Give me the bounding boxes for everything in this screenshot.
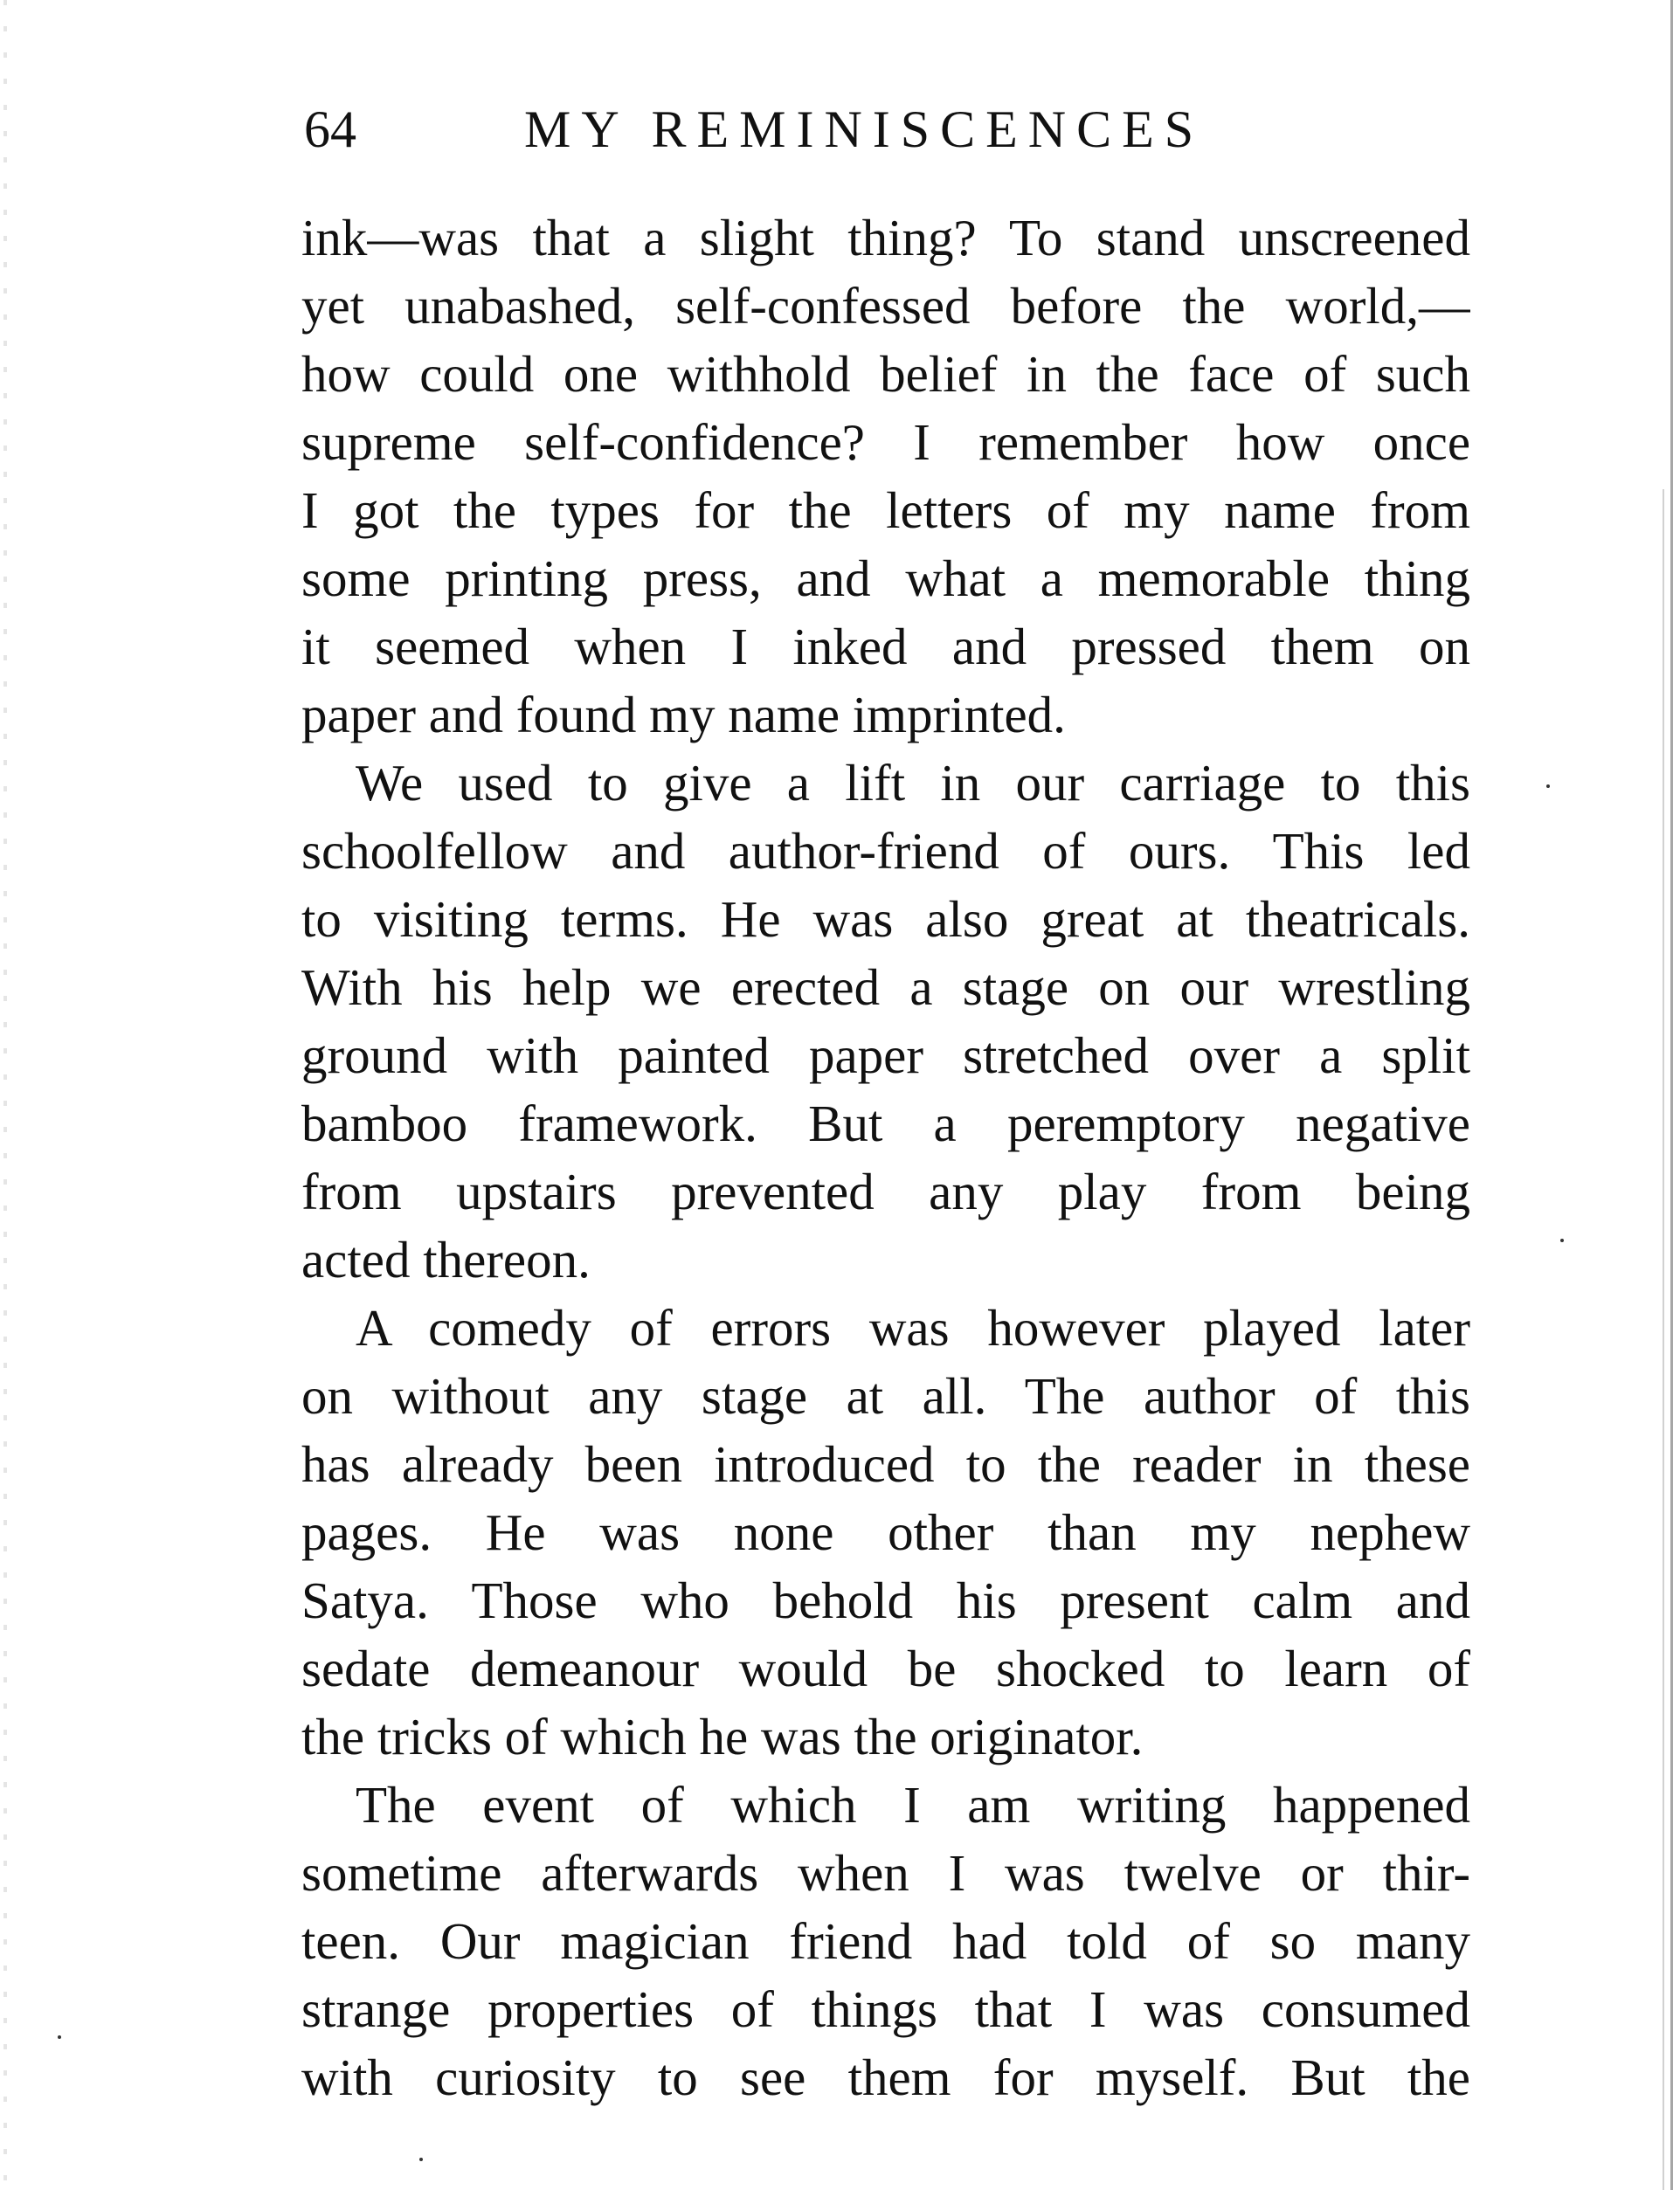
paragraph [301, 1294, 1470, 1771]
text-line: schoolfellow and author-friend of ours. This led [301, 822, 1470, 880]
text-line: bamboo framework. But a peremptory negative [301, 1095, 1470, 1152]
text-line: it seemed when I inked and pressed them on [301, 618, 1470, 675]
text-line: sedate demeanour would be shocked to learn of [301, 1640, 1470, 1697]
scan-edge-right [1670, 0, 1673, 2190]
text-line: teen. Our magician friend had told of so many [301, 1912, 1470, 1970]
text-line: sometime afterwards when I was twelve or thir- [301, 1844, 1470, 1902]
page-number: 64 [304, 100, 356, 158]
text-line: pages. He was none other than my nephew [301, 1503, 1470, 1561]
text-line: has already been introduced to the reader in these [301, 1435, 1470, 1493]
text-line: how could one withhold belief in the face of such [301, 345, 1470, 403]
scan-edge-right-inner [1663, 489, 1664, 2190]
text-line: We used to give a lift in our carriage to this [356, 754, 1470, 812]
text-line: acted thereon. [301, 1231, 591, 1288]
text-line: from upstairs prevented any play from being [301, 1163, 1470, 1220]
page-header [304, 94, 1470, 164]
scan-speck [419, 2158, 423, 2161]
text-line: strange properties of things that I was consumed [301, 1980, 1470, 2038]
body-text [301, 204, 1470, 2111]
paragraph [301, 1771, 1470, 2111]
text-line: ground with painted paper stretched over a split [301, 1026, 1470, 1084]
text-line: yet unabashed, self-confessed before the world,— [301, 277, 1470, 335]
text-line: supreme self-confidence? I remember how once [301, 413, 1470, 471]
text-line: ink—was that a slight thing? To stand unscreened [301, 209, 1470, 266]
text-line: I got the types for the letters of my name from [301, 481, 1470, 539]
paragraph [301, 204, 1470, 749]
scan-speck [1560, 1239, 1564, 1242]
scan-speck [1546, 784, 1550, 788]
text-line: the tricks of which he was the originator. [301, 1708, 1144, 1765]
scan-speck [58, 2035, 61, 2039]
text-line: The event of which I am writing happened [356, 1776, 1470, 1834]
text-line: With his help we erected a stage on our wrestling [301, 958, 1470, 1016]
paragraph [301, 749, 1470, 1294]
scan-edge-left [3, 0, 7, 2190]
text-line: A comedy of errors was however played later [356, 1299, 1470, 1357]
text-line: on without any stage at all. The author of this [301, 1367, 1470, 1425]
text-line: with curiosity to see them for myself. But the [301, 2048, 1470, 2106]
text-line: some printing press, and what a memorable thing [301, 549, 1470, 607]
running-title: MY REMINISCENCES [524, 100, 1205, 158]
text-line: paper and found my name imprinted. [301, 686, 1066, 743]
text-line: Satya. Those who behold his present calm and [301, 1572, 1470, 1629]
text-line: to visiting terms. He was also great at theatricals. [301, 890, 1470, 948]
